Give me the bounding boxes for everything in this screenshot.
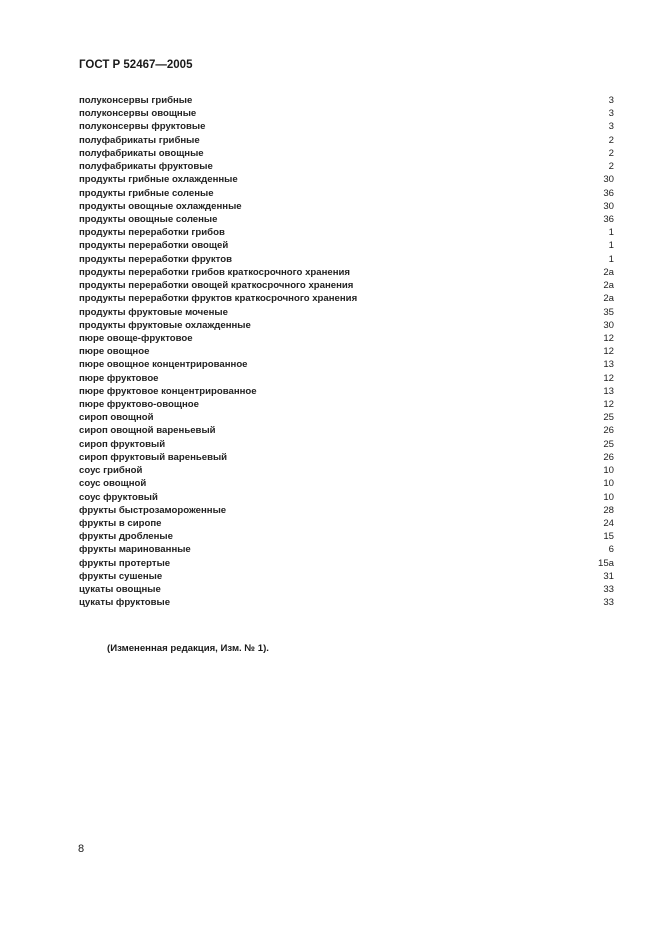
index-page-ref: 10 xyxy=(603,491,614,503)
index-page-ref: 3 xyxy=(608,108,614,120)
alphabetical-index xyxy=(79,94,614,610)
index-page-ref: 15а xyxy=(597,557,614,569)
index-page-ref: 2 xyxy=(608,161,614,173)
index-entry xyxy=(79,332,614,345)
index-term: продукты переработки грибов xyxy=(79,227,225,239)
index-entry xyxy=(79,306,614,319)
index-entry xyxy=(79,213,614,226)
index-page-ref: 28 xyxy=(603,504,614,516)
index-term: фрукты быстрозамороженные xyxy=(79,504,227,516)
index-term: фрукты дробленые xyxy=(79,531,173,543)
index-page-ref: 3 xyxy=(608,121,614,133)
index-entry xyxy=(79,279,614,292)
index-page-ref: 33 xyxy=(603,597,614,609)
index-term: соус фруктовый xyxy=(79,491,158,503)
index-page-ref: 12 xyxy=(603,346,614,358)
index-term: цукаты овощные xyxy=(79,584,161,596)
index-page-ref: 36 xyxy=(603,213,614,225)
index-entry xyxy=(79,160,614,173)
index-page-ref: 1 xyxy=(608,240,614,252)
index-page-ref: 30 xyxy=(603,174,614,186)
amendment-note: (Измененная редакция, Изм. № 1). xyxy=(107,643,269,654)
index-term: полуконсервы грибные xyxy=(79,95,193,106)
document-header: ГОСТ Р 52467—2005 xyxy=(79,59,193,71)
page-number: 8 xyxy=(78,843,85,855)
index-page-ref: 15 xyxy=(603,531,614,543)
index-term: продукты фруктовые моченые xyxy=(79,306,228,318)
index-term: продукты переработки овощей xyxy=(79,240,229,252)
index-term: полуфабрикаты грибные xyxy=(79,134,200,146)
index-page-ref: 10 xyxy=(603,465,614,477)
index-term: цукаты фруктовые xyxy=(79,597,171,609)
index-term: сироп овощной вареньевый xyxy=(79,425,216,437)
index-term: пюре фруктово-овощное xyxy=(79,399,199,411)
index-page-ref: 36 xyxy=(603,187,614,199)
index-entry xyxy=(79,319,614,332)
index-term: пюре овоще-фруктовое xyxy=(79,332,193,344)
index-page-ref: 30 xyxy=(603,319,614,331)
index-entry xyxy=(79,504,614,517)
index-term: пюре фруктовое xyxy=(79,372,159,384)
index-term: продукты переработки грибов краткосрочного хранения xyxy=(79,266,351,278)
index-term: сироп фруктовый xyxy=(79,438,166,450)
index-page-ref: 12 xyxy=(603,332,614,344)
index-term: фрукты в сиропе xyxy=(79,518,162,529)
index-page-ref: 30 xyxy=(603,200,614,212)
index-term: пюре фруктовое концентрированное xyxy=(79,385,257,397)
index-entry xyxy=(79,411,614,424)
index-page-ref: 2а xyxy=(603,266,614,278)
index-page-ref: 3 xyxy=(608,95,614,106)
index-entry xyxy=(79,491,614,504)
index-entry xyxy=(79,200,614,213)
index-term: соус овощной xyxy=(79,478,147,490)
index-page-ref: 12 xyxy=(603,372,614,384)
index-term: полуконсервы фруктовые xyxy=(79,121,206,133)
index-page-ref: 13 xyxy=(603,359,614,371)
index-page-ref: 13 xyxy=(603,385,614,397)
index-term: продукты овощные охлажденные xyxy=(79,200,242,212)
index-term: полуфабрикаты овощные xyxy=(79,147,204,159)
index-entry xyxy=(79,345,614,358)
index-term: продукты грибные соленые xyxy=(79,187,214,199)
index-term: соус грибной xyxy=(79,465,143,477)
index-entry xyxy=(79,583,614,596)
index-page-ref: 2 xyxy=(608,134,614,146)
index-entry xyxy=(79,292,614,305)
index-entry xyxy=(79,530,614,543)
index-entry xyxy=(79,517,614,530)
index-page-ref: 1 xyxy=(608,227,614,239)
index-entry xyxy=(79,266,614,279)
index-page-ref: 12 xyxy=(603,399,614,411)
index-page-ref: 25 xyxy=(603,412,614,424)
index-page-ref: 24 xyxy=(603,518,614,529)
index-entry xyxy=(79,134,614,147)
index-entry xyxy=(79,477,614,490)
index-page-ref: 2а xyxy=(603,293,614,305)
index-term: полуфабрикаты фруктовые xyxy=(79,161,213,173)
index-page-ref: 2 xyxy=(608,147,614,159)
index-page-ref: 1 xyxy=(608,253,614,265)
index-entry xyxy=(79,120,614,133)
index-entry xyxy=(79,464,614,477)
index-entry xyxy=(79,253,614,266)
index-page-ref: 33 xyxy=(603,584,614,596)
index-entry xyxy=(79,424,614,437)
index-term: фрукты маринованные xyxy=(79,544,191,556)
index-term: полуконсервы овощные xyxy=(79,108,197,120)
index-term: продукты грибные охлажденные xyxy=(79,174,238,186)
index-entry xyxy=(79,570,614,583)
index-page-ref: 6 xyxy=(608,544,614,556)
index-entry xyxy=(79,173,614,186)
index-term: сироп овощной xyxy=(79,412,154,424)
index-page-ref: 25 xyxy=(603,438,614,450)
index-term: пюре овощное концентрированное xyxy=(79,359,248,371)
index-term: продукты переработки фруктов xyxy=(79,253,233,265)
index-page-ref: 10 xyxy=(603,478,614,490)
index-page-ref: 31 xyxy=(603,570,614,582)
index-term: продукты овощные соленые xyxy=(79,213,218,225)
index-term: продукты фруктовые охлажденные xyxy=(79,319,251,331)
index-page-ref: 26 xyxy=(603,425,614,437)
index-entry xyxy=(79,372,614,385)
index-entry xyxy=(79,187,614,200)
index-entry xyxy=(79,438,614,451)
index-page-ref: 35 xyxy=(603,306,614,318)
index-entry xyxy=(79,147,614,160)
index-entry xyxy=(79,451,614,464)
index-entry xyxy=(79,94,614,107)
index-entry xyxy=(79,596,614,609)
index-page-ref: 26 xyxy=(603,451,614,463)
index-entry xyxy=(79,226,614,239)
index-term: продукты переработки овощей краткосрочного хранения xyxy=(79,280,354,292)
index-term: пюре овощное xyxy=(79,346,150,358)
index-entry xyxy=(79,543,614,556)
index-entry xyxy=(79,358,614,371)
index-entry xyxy=(79,557,614,570)
index-page-ref: 2а xyxy=(603,280,614,292)
index-term: сироп фруктовый вареньевый xyxy=(79,451,228,463)
index-term: фрукты протертые xyxy=(79,557,171,569)
index-term: продукты переработки фруктов краткосрочного хранения xyxy=(79,293,358,305)
index-term: фрукты сушеные xyxy=(79,570,163,582)
index-entry xyxy=(79,398,614,411)
index-entry xyxy=(79,107,614,120)
index-entry xyxy=(79,239,614,252)
index-entry xyxy=(79,385,614,398)
